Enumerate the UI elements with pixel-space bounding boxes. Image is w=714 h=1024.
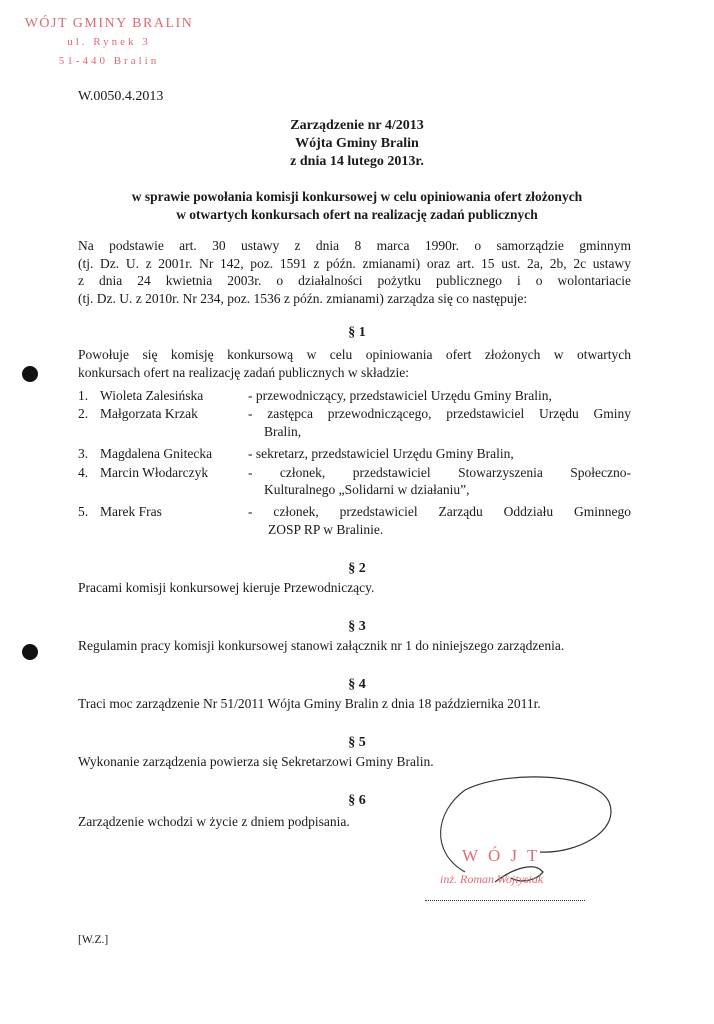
member-role-continuation: Bralin, — [264, 424, 302, 439]
section-1-heading: § 1 — [348, 325, 366, 340]
member-role: - członek, przedstawiciel Zarządu Oddziału Gminnego — [248, 504, 631, 519]
office-stamp — [14, 14, 204, 71]
legal-basis-line: (tj. Dz. U. z 2001r. Nr 142, poz. 1591 z późn. zmianami) oraz art. 15 ust. 2a, 2b, 2c ustawy — [78, 255, 631, 271]
member-number: 2. — [78, 406, 89, 421]
section-4-text: Traci moc zarządzenie Nr 51/2011 Wójta Gminy Bralin z dnia 18 października 2011r. — [78, 696, 541, 711]
member-row — [78, 463, 631, 482]
subject-line-2: w otwartych konkursach ofert na realizację zadań publicznych — [176, 207, 538, 222]
signature-title: WÓJT — [462, 846, 548, 865]
member-role: - sekretarz, przedstawiciel Urzędu Gminy Bralin, — [248, 446, 514, 461]
section-1-line: konkursach ofert na realizację zadań publicznych w składzie: — [78, 364, 409, 380]
stamp-line-1: WÓJT GMINY BRALIN — [24, 16, 194, 31]
member-role: - zastępca przewodniczącego, przedstawiciel Urzędu Gminy — [248, 406, 631, 421]
signature-name: inż. Roman Wojtysiak — [440, 872, 544, 886]
member-number: 4. — [78, 465, 89, 480]
section-3-heading: § 3 — [348, 619, 366, 634]
section-1-text — [78, 346, 631, 381]
member-role: - przewodniczący, przedstawiciel Urzędu Gminy Bralin, — [248, 388, 552, 403]
member-number: 5. — [78, 504, 89, 519]
section-3-text: Regulamin pracy komisji konkursowej stanowi załącznik nr 1 do niniejszego zarządzenia. — [78, 638, 565, 653]
member-number: 1. — [78, 388, 89, 403]
section-5-text: Wykonanie zarządzenia powierza się Sekretarzowi Gminy Bralin. — [78, 754, 434, 769]
member-role-continuation: Kulturalnego „Solidarni w działaniu”, — [264, 482, 470, 497]
stamp-line-3: 51-440 Bralin — [58, 55, 160, 67]
reference-number: W.0050.4.2013 — [78, 89, 164, 104]
section-6-text: Zarządzenie wchodzi w życie z dniem podpisania. — [78, 814, 350, 829]
legal-basis-line: (tj. Dz. U. z 2010r. Nr 234, poz. 1536 z późn. zmianami) zarządza się co następuje: — [78, 290, 528, 306]
stamp-line-2: ul. Rynek 3 — [67, 36, 151, 48]
member-number: 3. — [78, 446, 89, 461]
legal-basis-line: Na podstawie art. 30 ustawy z dnia 8 marca 1990r. o samorządzie gminnym — [78, 238, 631, 253]
section-4-heading: § 4 — [348, 677, 366, 692]
subject-line-1: w sprawie powołania komisji konkursowej w celu opiniowania ofert złożonych — [131, 189, 583, 204]
decree-date: z dnia 14 lutego 2013r. — [290, 154, 424, 169]
legal-basis-line: z dnia 24 kwietnia 2003r. o działalności pożytku publicznego i o wolontariacie — [78, 273, 631, 288]
legal-basis-paragraph — [78, 237, 631, 307]
section-2-heading: § 2 — [348, 561, 366, 576]
section-1-line: Powołuje się komisję konkursową w celu opiniowania ofert złożonych w otwartych — [78, 347, 631, 362]
binder-hole-icon — [22, 366, 38, 382]
member-row — [78, 404, 631, 423]
member-role: - członek, przedstawiciel Stowarzyszenia Społeczno- — [248, 465, 631, 480]
member-name: Małgorzata Krzak — [100, 406, 198, 421]
member-role-continuation: ZOSP RP w Bralinie. — [268, 522, 384, 537]
binder-hole-icon — [22, 644, 38, 660]
section-6-heading: § 6 — [348, 793, 366, 808]
member-row — [78, 502, 631, 521]
member-name: Marek Fras — [100, 504, 162, 519]
member-row — [78, 444, 631, 463]
decree-title: Zarządzenie nr 4/2013 — [290, 118, 424, 133]
signature-line — [425, 896, 585, 901]
member-name: Wioleta Zalesińska — [100, 388, 204, 403]
member-name: Magdalena Gnitecka — [100, 446, 213, 461]
member-row — [78, 386, 631, 405]
section-2-text: Pracami komisji konkursowej kieruje Przewodniczący. — [78, 580, 375, 595]
decree-issuer: Wójta Gminy Bralin — [295, 136, 419, 151]
section-5-heading: § 5 — [348, 735, 366, 750]
footer-code: [W.Z.] — [78, 934, 109, 946]
member-name: Marcin Włodarczyk — [100, 465, 209, 480]
